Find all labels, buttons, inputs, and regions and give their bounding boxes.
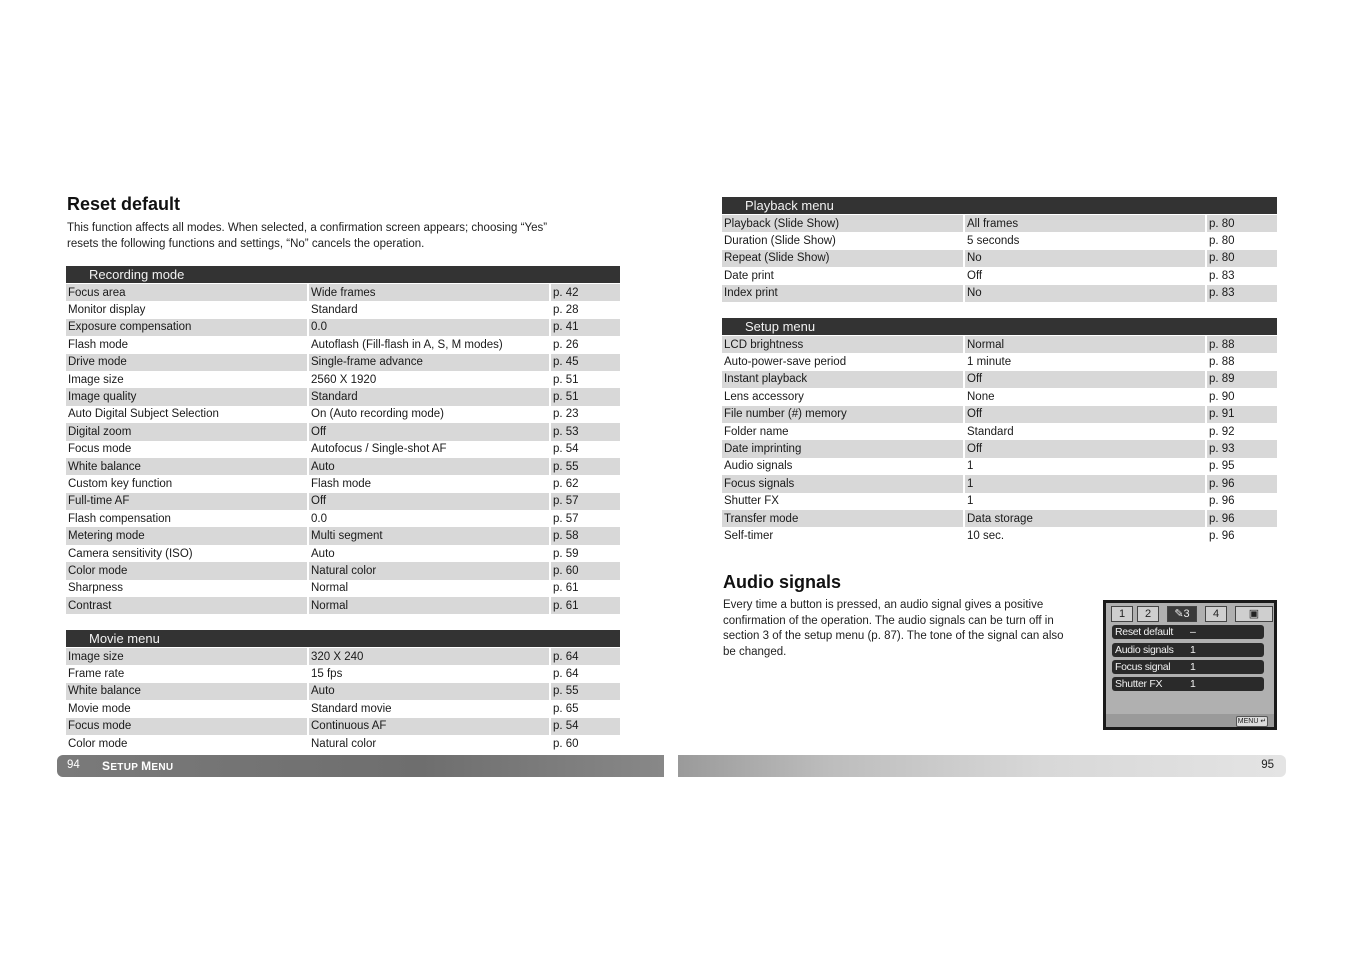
page-ref-cell: p. 80 bbox=[1206, 250, 1277, 267]
value-cell: Standard movie bbox=[308, 700, 550, 717]
setting-cell: Folder name bbox=[722, 423, 964, 440]
recording-mode-row bbox=[66, 597, 620, 614]
value-cell: 1 bbox=[964, 458, 1206, 475]
page-ref-cell: p. 96 bbox=[1206, 475, 1277, 492]
setting-cell: Lens accessory bbox=[722, 388, 964, 405]
page-ref-cell: p. 96 bbox=[1206, 510, 1277, 527]
setting-cell: Flash compensation bbox=[66, 510, 308, 527]
value-cell: Natural color bbox=[308, 562, 550, 579]
value-cell: 320 X 240 bbox=[308, 648, 550, 666]
movie-menu-row bbox=[66, 700, 620, 717]
value-cell: Auto bbox=[308, 458, 550, 475]
page-ref-cell: p. 62 bbox=[553, 477, 579, 490]
setting-cell: Playback (Slide Show) bbox=[722, 215, 964, 233]
page-ref-cell: p. 83 bbox=[1209, 269, 1235, 282]
recording-mode-row bbox=[66, 527, 620, 544]
page-ref-cell: p. 95 bbox=[1209, 460, 1235, 473]
page-ref-cell: p. 23 bbox=[553, 408, 579, 421]
value-cell: Continuous AF bbox=[308, 718, 550, 735]
setting-cell: Contrast bbox=[66, 597, 308, 614]
playback-menu-row bbox=[722, 232, 1277, 249]
setup-menu-row bbox=[722, 371, 1277, 388]
setting-cell: Custom key function bbox=[66, 475, 308, 492]
page-ref-cell: p. 55 bbox=[550, 458, 620, 475]
value-cell: Off bbox=[308, 423, 550, 440]
value-cell: 5 seconds bbox=[964, 232, 1206, 249]
value-cell: Off bbox=[964, 406, 1206, 423]
page-ref-cell: p. 51 bbox=[550, 388, 620, 405]
movie-menu-row bbox=[66, 683, 620, 700]
lcd-tab-3-wrench: ✎3 bbox=[1167, 606, 1197, 622]
page-number-left: 94 bbox=[67, 759, 80, 771]
page-ref-cell: p. 60 bbox=[550, 562, 620, 579]
setup-menu-row bbox=[722, 475, 1277, 492]
camera-lcd-screen bbox=[1103, 600, 1277, 730]
value-cell: Normal bbox=[308, 597, 550, 614]
lcd-row-shutter-fx: Shutter FX 1 bbox=[1112, 677, 1264, 691]
audio-signals-text bbox=[723, 598, 1098, 660]
value-cell: Normal bbox=[308, 580, 550, 597]
value-cell: No bbox=[964, 285, 1206, 302]
value-cell: Auto bbox=[308, 683, 550, 700]
setup-menu-row bbox=[722, 353, 1277, 370]
setting-cell: Flash mode bbox=[66, 336, 308, 353]
recording-mode-row bbox=[66, 388, 620, 405]
setting-cell: Drive mode bbox=[66, 354, 308, 371]
setting-cell: File number (#) memory bbox=[722, 406, 964, 423]
recording-mode-heading: Recording mode bbox=[66, 266, 620, 284]
page-ref-cell: p. 96 bbox=[1209, 495, 1235, 508]
value-cell: Off bbox=[964, 371, 1206, 388]
setup-menu-row bbox=[722, 423, 1277, 440]
page-ref-cell: p. 83 bbox=[1206, 285, 1277, 302]
recording-mode-row bbox=[66, 301, 620, 318]
page-ref-cell: p. 61 bbox=[553, 582, 579, 595]
lcd-row-focus-signal: Focus signal 1 bbox=[1112, 660, 1264, 674]
recording-mode-row bbox=[66, 458, 620, 475]
page-ref-cell: p. 96 bbox=[1209, 529, 1235, 542]
page-ref-cell: p. 57 bbox=[550, 493, 620, 510]
setting-cell: Transfer mode bbox=[722, 510, 964, 527]
reset-default-title: Reset default bbox=[67, 194, 181, 214]
value-cell: 1 minute bbox=[964, 353, 1206, 370]
setting-cell: Full-time AF bbox=[66, 493, 308, 510]
recording-mode-row bbox=[66, 475, 620, 492]
setting-cell: Instant playback bbox=[722, 371, 964, 388]
page-ref-cell: p. 65 bbox=[553, 702, 579, 715]
lcd-bottom-bar bbox=[1106, 714, 1274, 727]
value-cell: Flash mode bbox=[308, 475, 550, 492]
value-cell: Standard bbox=[964, 423, 1206, 440]
page-ref-cell: p. 58 bbox=[550, 527, 620, 544]
page-ref-cell: p. 26 bbox=[553, 338, 579, 351]
setting-cell: Repeat (Slide Show) bbox=[722, 250, 964, 267]
setup-menu-heading: Setup menu bbox=[722, 318, 1277, 336]
setting-cell: Date imprinting bbox=[722, 440, 964, 457]
value-cell: None bbox=[964, 388, 1206, 405]
page-ref-cell: p. 42 bbox=[550, 284, 620, 302]
setting-cell: Metering mode bbox=[66, 527, 308, 544]
setting-cell: Exposure compensation bbox=[66, 319, 308, 336]
audio-line: section 3 of the setup menu (p. 87). The tone of the signal can also bbox=[723, 630, 1064, 642]
page-ref-cell: p. 80 bbox=[1206, 215, 1277, 233]
recording-mode-table bbox=[66, 266, 620, 614]
setup-menu-row bbox=[722, 458, 1277, 475]
lcd-row-reset-default: Reset default – bbox=[1112, 625, 1264, 639]
setting-cell: Sharpness bbox=[66, 580, 308, 597]
setting-cell: Auto Digital Subject Selection bbox=[66, 406, 308, 423]
setting-cell: Digital zoom bbox=[66, 423, 308, 440]
movie-menu-row bbox=[66, 735, 620, 752]
value-cell: 10 sec. bbox=[964, 527, 1206, 544]
setting-cell: Movie mode bbox=[66, 700, 308, 717]
setup-menu-row bbox=[722, 493, 1277, 510]
setup-menu-row bbox=[722, 336, 1277, 354]
recording-mode-row bbox=[66, 319, 620, 336]
value-cell: No bbox=[964, 250, 1206, 267]
movie-menu-row bbox=[66, 665, 620, 682]
recording-mode-row bbox=[66, 371, 620, 388]
reset-default-intro bbox=[67, 221, 627, 252]
playback-menu-table bbox=[722, 197, 1277, 302]
page-number-right: 95 bbox=[1261, 759, 1274, 771]
value-cell: Off bbox=[308, 493, 550, 510]
footer-bar-right bbox=[678, 755, 1286, 777]
setting-cell: Index print bbox=[722, 285, 964, 302]
value-cell: 0.0 bbox=[308, 510, 550, 527]
setup-menu-table bbox=[722, 318, 1277, 545]
value-cell: Autofocus / Single-shot AF bbox=[308, 441, 550, 458]
value-cell: Data storage bbox=[964, 510, 1206, 527]
setting-cell: Color mode bbox=[66, 562, 308, 579]
lcd-tab-2: 2 bbox=[1137, 606, 1159, 622]
value-cell: Wide frames bbox=[308, 284, 550, 302]
value-cell: Single-frame advance bbox=[308, 354, 550, 371]
value-cell: 1 bbox=[964, 493, 1206, 510]
audio-line: confirmation of the operation. The audio signals can be turn off in bbox=[723, 614, 1054, 627]
audio-line: be changed. bbox=[723, 645, 787, 658]
setting-cell: Focus area bbox=[66, 284, 308, 302]
page-ref-cell: p. 57 bbox=[553, 512, 579, 525]
setting-cell: Image size bbox=[66, 648, 308, 666]
playback-menu-heading: Playback menu bbox=[722, 197, 1277, 215]
value-cell: All frames bbox=[964, 215, 1206, 233]
setting-cell: Focus signals bbox=[722, 475, 964, 492]
value-cell: Standard bbox=[308, 301, 550, 318]
setting-cell: Auto-power-save period bbox=[722, 353, 964, 370]
page-ref-cell: p. 92 bbox=[1209, 425, 1235, 438]
value-cell: Standard bbox=[308, 388, 550, 405]
setup-menu-row bbox=[722, 527, 1277, 544]
value-cell: Auto bbox=[308, 545, 550, 562]
value-cell: Natural color bbox=[308, 735, 550, 752]
setting-cell: Duration (Slide Show) bbox=[722, 232, 964, 249]
page-ref-cell: p. 88 bbox=[1209, 356, 1235, 369]
value-cell: Autoflash (Fill-flash in A, S, M modes) bbox=[308, 336, 550, 353]
page-ref-cell: p. 53 bbox=[550, 423, 620, 440]
page-ref-cell: p. 88 bbox=[1206, 336, 1277, 354]
playback-menu-row bbox=[722, 285, 1277, 302]
value-cell: On (Auto recording mode) bbox=[308, 406, 550, 423]
setting-cell: White balance bbox=[66, 683, 308, 700]
playback-menu-row bbox=[722, 267, 1277, 284]
setting-cell: Date print bbox=[722, 267, 964, 284]
page-ref-cell: p. 59 bbox=[553, 547, 579, 560]
recording-mode-row bbox=[66, 441, 620, 458]
playback-menu-row bbox=[722, 250, 1277, 267]
page-ref-cell: p. 45 bbox=[550, 354, 620, 371]
page-ref-cell: p. 64 bbox=[553, 668, 579, 681]
page-ref-cell: p. 64 bbox=[550, 648, 620, 666]
page-ref-cell: p. 90 bbox=[1209, 390, 1235, 403]
movie-menu-heading: Movie menu bbox=[66, 630, 620, 648]
recording-mode-row bbox=[66, 406, 620, 423]
page-ref-cell: p. 28 bbox=[553, 304, 579, 317]
setting-cell: Focus mode bbox=[66, 718, 308, 735]
value-cell: 15 fps bbox=[308, 665, 550, 682]
movie-menu-table bbox=[66, 630, 620, 752]
lcd-tab-4: 4 bbox=[1205, 606, 1227, 622]
intro-line: resets the following functions and settings, “No” cancels the operation. bbox=[67, 237, 425, 250]
lcd-row-audio-signals: Audio signals 1 bbox=[1112, 643, 1264, 657]
intro-line: This function affects all modes. When selected, a confirmation screen appears; choosing “Yes” bbox=[67, 222, 548, 234]
setup-menu-row bbox=[722, 440, 1277, 457]
value-cell: 1 bbox=[964, 475, 1206, 492]
setting-cell: LCD brightness bbox=[722, 336, 964, 354]
page-ref-cell: p. 60 bbox=[553, 737, 579, 750]
lcd-tab-bar bbox=[1109, 606, 1271, 621]
recording-mode-row bbox=[66, 423, 620, 440]
audio-signals-title: Audio signals bbox=[723, 572, 842, 592]
page-ref-cell: p. 55 bbox=[550, 683, 620, 700]
page-ref-cell: p. 80 bbox=[1209, 235, 1235, 248]
setting-cell: Self-timer bbox=[722, 527, 964, 544]
setting-cell: Monitor display bbox=[66, 301, 308, 318]
value-cell: Off bbox=[964, 440, 1206, 457]
recording-mode-row bbox=[66, 493, 620, 510]
setting-cell: Image quality bbox=[66, 388, 308, 405]
setting-cell: Audio signals bbox=[722, 458, 964, 475]
setup-menu-row bbox=[722, 510, 1277, 527]
value-cell: Normal bbox=[964, 336, 1206, 354]
value-cell: 2560 X 1920 bbox=[308, 371, 550, 388]
value-cell: 0.0 bbox=[308, 319, 550, 336]
menu-return-icon: MENU ↵ bbox=[1237, 718, 1267, 725]
page-ref-cell: p. 93 bbox=[1206, 440, 1277, 457]
setting-cell: Color mode bbox=[66, 735, 308, 752]
section-label: SETUP MENU bbox=[102, 759, 174, 773]
setting-cell: Frame rate bbox=[66, 665, 308, 682]
setting-cell: Shutter FX bbox=[722, 493, 964, 510]
value-cell: Off bbox=[964, 267, 1206, 284]
recording-mode-row bbox=[66, 545, 620, 562]
recording-mode-row bbox=[66, 580, 620, 597]
camera-icon: ▣ bbox=[1235, 606, 1273, 622]
playback-menu-row bbox=[722, 215, 1277, 233]
setting-cell: Focus mode bbox=[66, 441, 308, 458]
page-ref-cell: p. 89 bbox=[1206, 371, 1277, 388]
audio-line: Every time a button is pressed, an audio signal gives a positive bbox=[723, 599, 1044, 611]
page-ref-cell: p. 91 bbox=[1206, 406, 1277, 423]
page-ref-cell: p. 54 bbox=[550, 718, 620, 735]
footer-bar-left bbox=[57, 755, 664, 777]
value-cell: Multi segment bbox=[308, 527, 550, 544]
setup-menu-row bbox=[722, 406, 1277, 423]
recording-mode-row bbox=[66, 562, 620, 579]
movie-menu-row bbox=[66, 648, 620, 666]
setting-cell: White balance bbox=[66, 458, 308, 475]
recording-mode-row bbox=[66, 354, 620, 371]
recording-mode-row bbox=[66, 510, 620, 527]
page-ref-cell: p. 41 bbox=[550, 319, 620, 336]
recording-mode-row bbox=[66, 284, 620, 302]
setting-cell: Camera sensitivity (ISO) bbox=[66, 545, 308, 562]
lcd-tab-1: 1 bbox=[1111, 606, 1133, 622]
setup-menu-row bbox=[722, 388, 1277, 405]
page-ref-cell: p. 61 bbox=[550, 597, 620, 614]
page-ref-cell: p. 51 bbox=[553, 373, 579, 386]
page-ref-cell: p. 54 bbox=[553, 443, 579, 456]
movie-menu-row bbox=[66, 718, 620, 735]
recording-mode-row bbox=[66, 336, 620, 353]
setting-cell: Image size bbox=[66, 371, 308, 388]
